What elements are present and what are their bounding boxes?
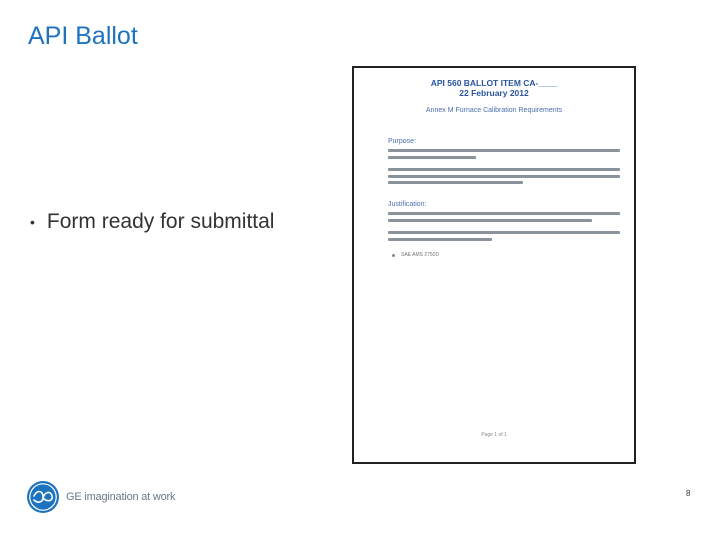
- document-preview: [352, 66, 636, 464]
- text-line: [388, 175, 620, 178]
- logo-text: GE imagination at work: [66, 491, 176, 503]
- document-subheading: Annex M Furnace Calibration Requirements: [425, 107, 563, 114]
- justification-title: Justification:: [388, 201, 427, 208]
- text-line: [388, 181, 523, 184]
- document-date: 22 February 2012: [459, 88, 529, 98]
- list-bullet-icon: [392, 254, 395, 257]
- text-line: [388, 149, 620, 152]
- text-line: [388, 168, 620, 171]
- slide-title: API Ballot: [28, 22, 138, 50]
- document-list-item: [392, 252, 439, 258]
- page-number: 8: [686, 489, 691, 498]
- document-header: [354, 78, 634, 114]
- text-line: [388, 238, 492, 241]
- document-footer: Page 1 of 1: [481, 432, 507, 438]
- purpose-title: Purpose:: [388, 138, 417, 145]
- list-item-text: SAE AMS 2750D: [401, 252, 440, 258]
- justification-section: [388, 201, 620, 244]
- ge-logo: [26, 480, 175, 514]
- text-line: [388, 156, 476, 159]
- text-line: [388, 212, 620, 215]
- bullet-icon: •: [30, 214, 35, 230]
- purpose-section: [388, 138, 620, 188]
- text-line: [388, 219, 592, 222]
- bullet-text: Form ready for submittal: [46, 210, 275, 233]
- text-line: [388, 231, 620, 234]
- bullet-item: [30, 210, 274, 234]
- ge-monogram-icon: [26, 480, 60, 514]
- document-heading: API 560 BALLOT ITEM CA-____: [430, 78, 558, 88]
